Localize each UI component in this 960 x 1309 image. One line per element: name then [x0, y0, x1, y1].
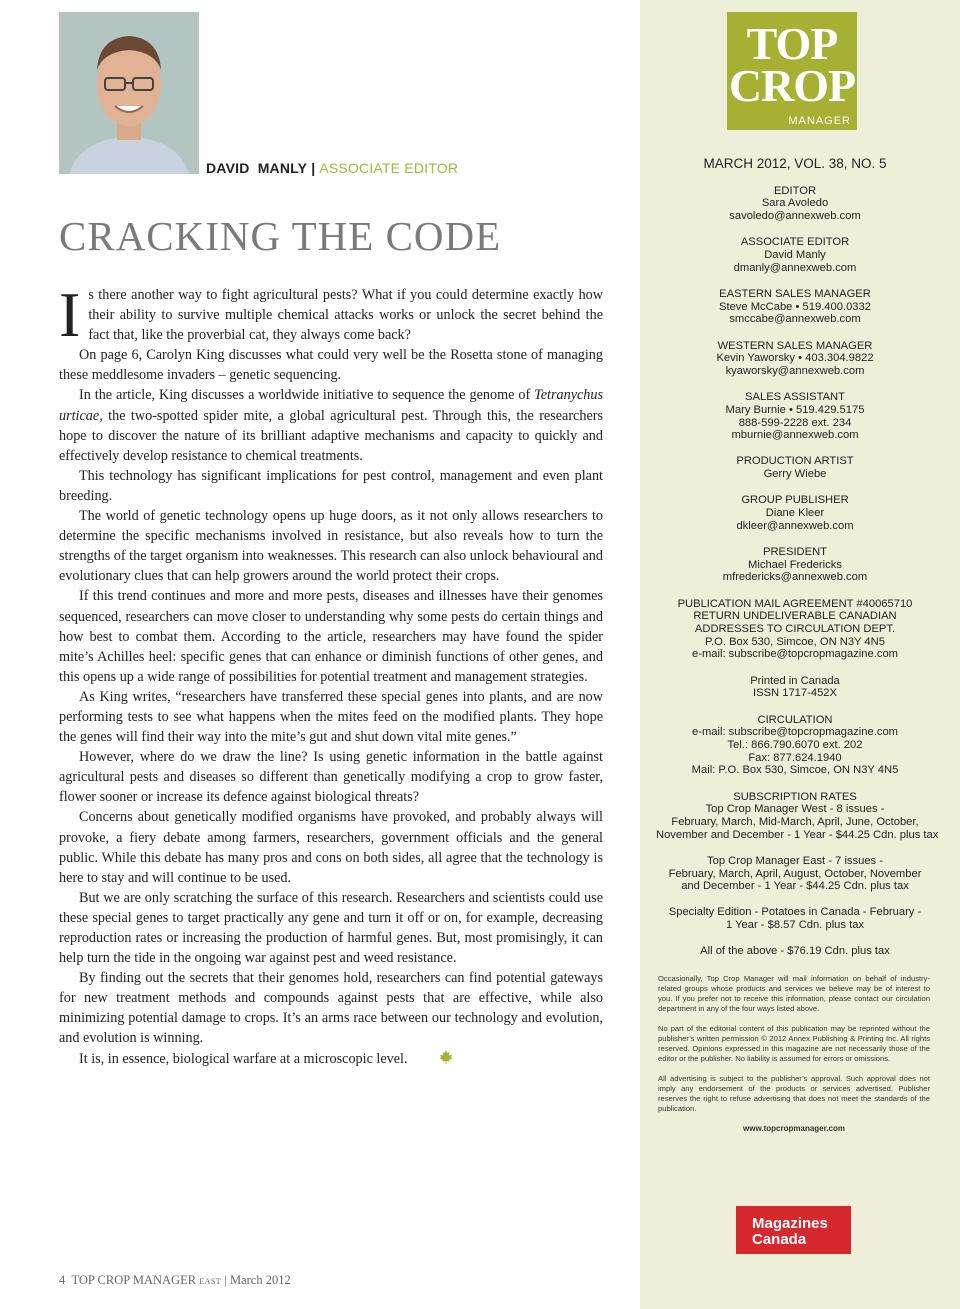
masthead-line: All of the above - $76.19 Cdn. plus tax — [700, 945, 890, 958]
fine-print-paragraph: Occasionally, Top Crop Manager will mail information on behalf of industry-related groups whose products and services we believe may be of interest to you. If you prefer not to receive this information, please contact our circulation department in any of the four ways listed above. — [658, 974, 930, 1013]
issue-info: MARCH 2012, VOL. 38, NO. 5 — [703, 156, 887, 171]
masthead-line: February, March, April, August, October, November — [668, 867, 922, 880]
drop-cap: I — [59, 279, 81, 350]
masthead-line: SALES ASSISTANT — [745, 391, 845, 404]
masthead-line[interactable]: mburnie@annexweb.com — [731, 429, 859, 442]
masthead-line: November and December - 1 Year - $44.25 Cdn. plus tax — [656, 828, 939, 841]
masthead-line: Gerry Wiebe — [763, 468, 827, 481]
fine-print-paragraph: No part of the editorial content of this publication may be reprinted without the publisher’s written permission © 2012 Annex Publishing & Printing Inc. All rights reserved. Opinions expressed in this magazine are not necessarily those of the editor or the publisher. No liability is assumed for errors or omissions. — [658, 1024, 930, 1063]
masthead-line: EDITOR — [773, 184, 817, 197]
masthead-line: Kevin Yaworsky • 403.304.9822 — [716, 352, 874, 365]
masthead-block — [656, 598, 934, 662]
fine-print-paragraph: All advertising is subject to the publisher’s approval. Such approval does not imply any endorsement of the products or services advertised. Publisher reserves the right to refuse advertising that does not meet the standards of the publication. — [658, 1074, 930, 1113]
masthead-line: ASSOCIATE EDITOR — [740, 236, 850, 249]
species-name: Tetranychus urticae — [59, 387, 603, 424]
masthead-block — [656, 288, 934, 326]
masthead-line: WESTERN SALES MANAGER — [717, 339, 873, 352]
author-photo — [59, 12, 199, 174]
masthead-line: Tel.: 866.790.6070 ext. 202 — [727, 738, 863, 751]
masthead-block — [656, 546, 934, 584]
article-paragraph: This technology has significant implications for pest control, management and even plant breeding. — [59, 467, 603, 504]
masthead-line: David Manly — [764, 249, 826, 262]
masthead-line: Top Crop Manager East - 7 issues - — [707, 854, 883, 867]
article-paragraph: In the article, King discusses a worldwide initiative to sequence the genome of Tetranychus urticae, the two-spotted spider mite, a global agricultural pest. Through this, the researchers hope to discover the nature of its brilliant adaptive mechanisms and capacity to quickly and effectively develop resistance to chemical treatments. — [59, 387, 603, 464]
top-crop-manager-logo — [727, 12, 857, 130]
masthead-line[interactable]: kyaworsky@annexweb.com — [725, 364, 865, 377]
maple-leaf-icon — [418, 1049, 454, 1071]
masthead-line: 1 Year - $8.57 Cdn. plus tax — [725, 919, 865, 932]
masthead-line[interactable]: e-mail: subscribe@topcropmagazine.com — [692, 648, 898, 661]
byline-separator: | — [311, 160, 316, 176]
magazines-canada-logo — [736, 1206, 851, 1254]
article-paragraph: However, where do we draw the line? Is using genetic information in the battle against agricultural pests and diseases so different than genetically modifying a crop to grow faster, flower sooner or increase its defence against biological threats? — [59, 749, 603, 806]
masthead-line: Specialty Edition - Potatoes in Canada - February - — [668, 906, 922, 919]
author-name: DAVID MANLY — [206, 160, 308, 176]
masthead-line[interactable]: dkleer@annexweb.com — [736, 519, 854, 532]
masthead-block — [656, 340, 934, 378]
masthead-line: EASTERN SALES MANAGER — [719, 287, 871, 300]
logo-line-top: TOP — [746, 18, 838, 69]
article-body — [59, 279, 603, 1071]
page-footer — [59, 1273, 291, 1288]
article-paragraph: As King writes, “researchers have transferred these special genes into plants, and are now performing tests to see what happens when the mites feed on the modified plants. They hope the genes will find their way into the mite’s gut and shut down vital mite genes.” — [59, 688, 603, 746]
footer-magazine: TOP CROP MANAGER — [71, 1273, 197, 1287]
masthead-line: GROUP PUBLISHER — [741, 494, 849, 507]
masthead-block — [656, 185, 934, 223]
footer-edition: EAST — [199, 1277, 222, 1286]
masthead-line[interactable]: dmanly@annexweb.com — [733, 261, 857, 274]
masthead-line: Sara Avoledo — [761, 197, 829, 210]
masthead-line[interactable]: smccabe@annexweb.com — [729, 313, 861, 326]
article-paragraph: But we are only scratching the surface of this research. Researchers and scientists could use these special genes to target practically any gene and turn it off or on, for example, decreasing reproduction rates or increasing the production of harmful genes. But, most promisingly, it can help turn the tide in the ongoing war against pest and weed resistance. — [59, 889, 603, 967]
fine-print — [658, 974, 930, 1134]
website-link[interactable]: www.topcropmanager.com — [743, 1124, 845, 1133]
masthead-block — [656, 675, 934, 700]
masthead-line: PUBLICATION MAIL AGREEMENT #40065710 — [677, 597, 913, 610]
masthead-line: CIRCULATION — [757, 713, 833, 726]
masthead-line: February, March, Mid-March, April, June, October, — [671, 815, 919, 828]
masthead-line: PRESIDENT — [762, 545, 828, 558]
masthead-block — [656, 714, 934, 778]
footer-date: March 2012 — [229, 1273, 291, 1287]
masthead-block — [656, 391, 934, 442]
logo-line-manager: MANAGER — [788, 115, 851, 127]
masthead-block — [656, 906, 934, 931]
masthead-line: Michael Fredericks — [748, 558, 842, 571]
masthead — [656, 156, 939, 972]
byline — [206, 160, 458, 176]
article-paragraph: Is there another way to fight agricultural pests? What if you could determine exactly how their ability to survive multiple chemical attacks works or unlock the secret behind the fact that, like the proverbial cat, they always come back? — [59, 279, 603, 350]
article-paragraph: Concerns about genetically modified organisms have provoked, and probably always will provoke, a fiery debate among farmers, researchers, government officials and the general public. While this debate has many pros and cons on both sides, all agree that the technology is here to stay and will continue to be used. — [59, 809, 603, 886]
article-paragraph: It is, in essence, biological warfare at a microscopic level. — [59, 1049, 603, 1071]
article-paragraph: On page 6, Carolyn King discusses what could very well be the Rosetta stone of managing these meddlesome invaders – genetic sequencing. — [59, 347, 603, 384]
masthead-line[interactable]: savoledo@annexweb.com — [729, 210, 861, 223]
masthead-line: P.O. Box 530, Simcoe, ON N3Y 4N5 — [705, 635, 885, 648]
article-paragraph: The world of genetic technology opens up huge doors, as it not only allows researchers to determine the specific mechanisms involved in resistance, but also reveals how to turn the strengths of the target organism into weaknesses. This research can also unlock behavioural and evolutionary clues that can help growers around the world protect their crops. — [59, 508, 603, 585]
masthead-block — [656, 945, 934, 958]
logo-line-crop: CROP — [728, 60, 856, 111]
masthead-line: Printed in Canada — [750, 674, 840, 687]
footer-separator: | — [224, 1273, 227, 1287]
masthead-line: Top Crop Manager West - 8 issues - — [705, 803, 885, 816]
masthead-line: ADDRESSES TO CIRCULATION DEPT. — [694, 622, 896, 635]
masthead-line: ISSN 1717-452X — [753, 687, 837, 700]
masthead-line[interactable]: mfredericks@annexweb.com — [722, 571, 868, 584]
masthead-block — [656, 236, 934, 274]
mc-line-1: Magazines — [752, 1215, 828, 1232]
headline: CRACKING THE CODE — [59, 213, 502, 259]
masthead-line[interactable]: e-mail: subscribe@topcropmagazine.com — [692, 726, 898, 739]
article-paragraph: By finding out the secrets that their genomes hold, researchers can find potential gateways for new treatment methods and compounds against pests that are effective, while also minimizing potential damage to crops. It’s an arms race between our technology and evolution, and evolution is winning. — [59, 970, 603, 1047]
masthead-line: and December - 1 Year - $44.25 Cdn. plus tax — [681, 880, 909, 893]
masthead-block — [656, 855, 934, 893]
masthead-blocks — [656, 184, 939, 958]
masthead-block — [656, 494, 934, 532]
masthead-block — [656, 790, 939, 842]
article-paragraph: If this trend continues and more and more pests, diseases and illnesses have their genomes sequenced, researchers can move closer to understanding why some pests do certain things and how best to combat them. According to the article, researchers may have found the spider mite’s Achilles heel: specific genes that can enhance or diminish functions of other genes, and this opens up a wide range of possibilities for potential treatment and management strategies. — [59, 588, 603, 685]
mc-line-2: Canada — [752, 1231, 807, 1248]
page-number: 4 — [59, 1273, 66, 1287]
masthead-line: Steve McCabe • 519.400.0332 — [719, 300, 871, 313]
masthead-line: 888-599-2228 ext. 234 — [738, 416, 852, 429]
masthead-line: PRODUCTION ARTIST — [736, 455, 854, 468]
masthead-line: Fax: 877.624.1940 — [748, 751, 842, 764]
masthead-line: Diane Kleer — [765, 507, 825, 520]
masthead-line: Mary Burnie • 519.429.5175 — [725, 403, 865, 416]
author-role: ASSOCIATE EDITOR — [319, 160, 459, 176]
masthead-line: SUBSCRIPTION RATES — [733, 790, 857, 803]
masthead-line: RETURN UNDELIVERABLE CANADIAN — [693, 610, 897, 623]
masthead-block — [656, 455, 934, 480]
masthead-line: Mail: P.O. Box 530, Simcoe, ON N3Y 4N5 — [691, 764, 899, 777]
